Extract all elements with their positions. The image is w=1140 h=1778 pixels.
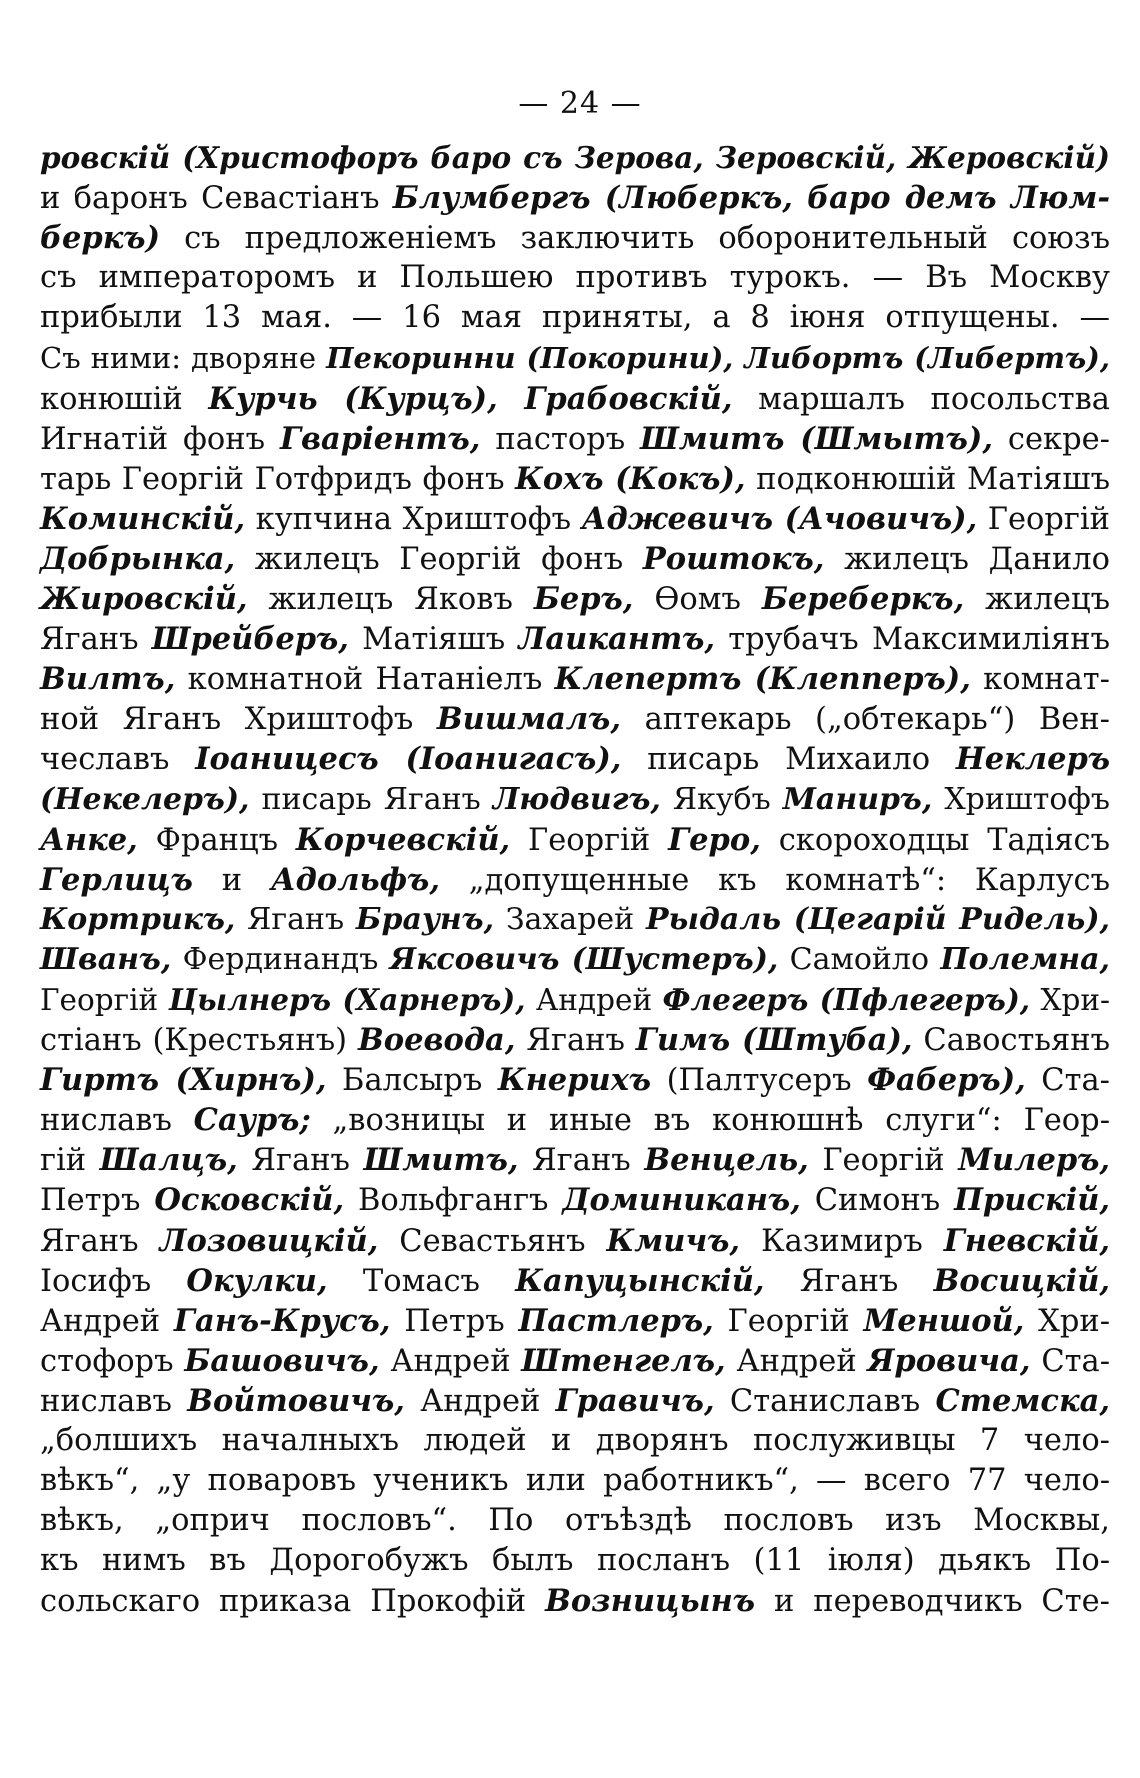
text-line — [40, 619, 1110, 659]
italic-name-span: Доминиканъ, — [562, 1182, 801, 1219]
text-line — [40, 699, 1110, 739]
text-line — [40, 1020, 1110, 1060]
text-span: писарь Михаило — [621, 742, 956, 778]
text-span: писарь Яганъ — [249, 781, 493, 817]
text-span: комнат- — [970, 662, 1110, 698]
text-span: комнатной Натаніелъ — [175, 662, 555, 698]
italic-name-span: ровскій (Христофоръ баро съ Зерова, Зеровскій, Жеровскій) — [40, 140, 1110, 175]
text-line — [40, 1060, 1110, 1100]
text-span: Съ ними: дворяне — [40, 341, 327, 376]
text-span: съ предложеніемъ заключить оборонительный союзъ — [160, 221, 1110, 257]
text-span: Георгій — [713, 1303, 864, 1339]
italic-name-span: Браунъ, — [355, 901, 495, 937]
italic-name-span: Гимъ (Штуба), — [635, 1022, 913, 1059]
text-span: подконюшій Матіяшъ — [745, 461, 1110, 497]
italic-name-span: Милеръ, — [958, 1142, 1110, 1179]
text-span: „болшихъ началныхъ людей и дворянъ послуживцы 7 чело- — [40, 1423, 1110, 1458]
text-span: стофоръ — [40, 1343, 185, 1379]
text-line — [40, 419, 1110, 459]
text-line — [40, 1221, 1110, 1261]
italic-name-span: Шрейберъ, — [151, 621, 349, 658]
text-line — [40, 258, 1110, 298]
italic-name-span: Корчевскій, — [295, 821, 511, 858]
italic-name-span: Пекоринни (Покорини), Либортъ (Либертъ), — [326, 341, 1110, 376]
text-span: Хри- — [1030, 982, 1110, 1017]
italic-name-span: Цылнеръ (Харнеръ), — [168, 981, 526, 1017]
italic-name-span: Беръ, — [533, 581, 634, 618]
text-span: Казимиръ — [740, 1223, 944, 1259]
text-span: жилецъ — [964, 582, 1110, 618]
text-line — [40, 1581, 1110, 1621]
text-line — [40, 218, 1110, 258]
text-span: Фердинандъ — [171, 941, 390, 977]
text-span: конюшій — [40, 381, 209, 417]
italic-name-span: Жировскій, — [40, 581, 248, 618]
italic-name-span: Геро, — [668, 821, 761, 858]
italic-name-span: Лаикантъ, — [518, 621, 716, 658]
italic-name-span: Воевода, — [357, 1022, 516, 1059]
text-span: стіанъ (Крестьянъ) — [40, 1023, 358, 1059]
text-line — [40, 1541, 1110, 1581]
text-span: Ста- — [1030, 1343, 1111, 1379]
italic-name-span: Курчь (Курцъ), Грабовскій, — [208, 380, 733, 417]
text-span: ной Яганъ Хриштофъ — [40, 702, 437, 738]
text-span: ниславъ — [40, 1383, 188, 1419]
text-span: Симонъ — [800, 1183, 955, 1219]
text-span: Андрей — [725, 1343, 868, 1379]
text-span: Петръ — [40, 1183, 155, 1219]
text-line — [40, 940, 1110, 980]
text-span: Георгій — [510, 822, 669, 858]
text-line — [40, 338, 1110, 378]
text-span: жилецъ Георгій фонъ — [235, 541, 643, 577]
text-line — [40, 178, 1110, 218]
text-line — [40, 1341, 1110, 1381]
text-span: (Палтусеръ — [651, 1063, 868, 1099]
text-span: аптекарь („обтекарь“) Вен- — [620, 702, 1110, 738]
text-line — [40, 739, 1110, 779]
italic-name-span: Клепертъ (Клепперъ), — [554, 661, 971, 698]
italic-name-span: Окулки, — [186, 1262, 328, 1299]
text-span: Ѳомъ — [633, 582, 762, 618]
text-span: тарь Георгій Готфридъ фонъ — [40, 461, 516, 497]
text-span: Георгій — [977, 501, 1110, 537]
italic-name-span: Шванъ, — [40, 941, 172, 977]
text-span: Георгій — [40, 982, 169, 1017]
text-span: Андрей — [404, 1383, 556, 1419]
italic-name-span: Войтовичъ, — [187, 1382, 405, 1419]
italic-name-span: Кнерихъ — [497, 1062, 652, 1099]
text-span: „возницы и иные въ конюшнѣ слуги“: Геор- — [310, 1103, 1110, 1139]
italic-name-span: Анке, — [40, 821, 138, 858]
italic-name-span: Шмитъ, — [363, 1142, 519, 1179]
text-span: Андрей — [40, 1303, 174, 1339]
text-span: Ста- — [1025, 1063, 1110, 1099]
text-span: къ нимъ въ Дорогобужъ былъ посланъ (11 іюля) дьякъ По- — [40, 1543, 1110, 1579]
italic-name-span: Гиртъ (Хирнъ), — [40, 1062, 327, 1099]
italic-name-span: Вишмалъ, — [436, 701, 621, 738]
text-line — [40, 780, 1110, 820]
text-span: Захарей — [494, 901, 646, 937]
text-span: маршалъ посольства — [732, 381, 1110, 417]
text-span: Томасъ — [327, 1263, 516, 1299]
text-span: Яганъ — [518, 1143, 645, 1179]
italic-name-span: Стемска, — [935, 1382, 1110, 1419]
italic-name-span: Яровича, — [867, 1342, 1031, 1379]
text-span: Хри- — [1024, 1303, 1110, 1339]
text-span: и — [192, 862, 271, 898]
italic-name-span: Адольфъ, — [270, 861, 440, 898]
italic-name-span: Восицкій, — [933, 1262, 1110, 1299]
text-span: прибыли 13 мая. — 16 мая приняты, а 8 іюня отпущены. — — [40, 300, 1110, 336]
text-span: Георгій — [808, 1143, 959, 1179]
text-span: Яганъ — [235, 901, 356, 937]
text-line — [40, 1421, 1110, 1461]
text-span: Іосифъ — [40, 1263, 187, 1299]
text-span: Игнатій фонъ — [40, 421, 280, 457]
text-line — [40, 379, 1110, 419]
text-span: Яганъ — [237, 1143, 364, 1179]
italic-name-span: Возницынъ — [545, 1583, 756, 1620]
italic-name-span: беркъ) — [40, 220, 161, 257]
text-line — [40, 820, 1110, 860]
text-span: Вольфгангъ — [344, 1183, 563, 1219]
text-span: Самойло — [778, 941, 941, 977]
text-span: скороходцы Тадіясъ — [760, 822, 1111, 858]
text-span: Петръ — [390, 1303, 519, 1339]
italic-name-span: Гравичъ, — [555, 1382, 715, 1419]
text-span: Балсыръ — [326, 1063, 498, 1099]
text-line — [40, 659, 1110, 699]
text-line — [40, 1261, 1110, 1301]
text-line — [40, 1381, 1110, 1421]
italic-name-span: Іоаницесъ (Іоанигасъ), — [195, 741, 622, 778]
text-span: вѣкъ“, „у поваровъ ученикъ или работникъ“, — всего 77 чело- — [40, 1463, 1110, 1499]
text-line — [40, 499, 1110, 539]
text-span: съ императоромъ и Польшею противъ турокъ. — Въ Москву — [40, 260, 1110, 296]
italic-name-span: Лозовицкій, — [159, 1222, 379, 1259]
text-line — [40, 459, 1110, 499]
italic-name-span: Шалцъ, — [99, 1142, 238, 1179]
italic-name-span: Блумбергъ (Люберкъ, баро демъ Люм- — [392, 180, 1110, 217]
text-span: Севастьянъ — [378, 1223, 607, 1259]
italic-name-span: (Некелеръ), — [40, 781, 250, 817]
text-span: Яганъ — [40, 1223, 160, 1259]
italic-name-span: Роштокъ, — [642, 540, 825, 577]
text-span: и переводчикъ Сте- — [755, 1584, 1110, 1620]
italic-name-span: Венцель, — [644, 1142, 809, 1179]
italic-name-span: Шмитъ (Шмытъ), — [640, 420, 993, 457]
italic-name-span: Штенгелъ, — [521, 1342, 726, 1379]
text-span: гій — [40, 1143, 100, 1179]
text-span: жилецъ Яковъ — [247, 582, 534, 618]
italic-name-span: Герлицъ — [40, 861, 193, 898]
italic-name-span: Гваріентъ, — [279, 420, 481, 457]
text-line — [40, 539, 1110, 579]
text-span: трубачъ Максимиліянъ — [715, 622, 1110, 658]
text-span: купчина Хриштофъ — [245, 501, 582, 537]
text-line — [40, 1501, 1110, 1541]
italic-name-span: Береберкъ, — [761, 581, 965, 618]
text-span: Яганъ — [40, 622, 152, 658]
text-line — [40, 1100, 1110, 1140]
italic-name-span: Прискій, — [954, 1182, 1110, 1219]
italic-name-span: Сауръ; — [193, 1102, 311, 1139]
italic-name-span: Капуцынскій, — [515, 1262, 765, 1299]
document-page — [40, 84, 1110, 1621]
text-line — [40, 579, 1110, 619]
italic-name-span: Пастлеръ, — [518, 1302, 714, 1339]
italic-name-span: Людвигъ, — [492, 781, 661, 817]
italic-name-span: Маниръ, — [782, 781, 933, 817]
text-line — [40, 900, 1110, 940]
text-span: Яганъ — [764, 1263, 934, 1299]
italic-name-span: Башовичъ, — [184, 1342, 380, 1379]
text-line — [40, 138, 1110, 178]
page-number: — 24 — — [518, 86, 642, 121]
text-span: сольскаго приказа Прокофій — [40, 1584, 546, 1620]
text-line — [40, 860, 1110, 900]
italic-name-span: Флегеръ (Пфлегеръ), — [662, 981, 1031, 1017]
text-body — [40, 138, 1110, 1621]
text-span: чеславъ — [40, 742, 196, 778]
text-span: Андрей — [525, 982, 663, 1017]
italic-name-span: Осковскій, — [154, 1182, 345, 1219]
italic-name-span: Гневскій, — [943, 1222, 1111, 1259]
italic-name-span: Добрынка, — [40, 540, 236, 577]
italic-name-span: Ганъ-Крусъ, — [173, 1302, 391, 1339]
text-span: жилецъ Данило — [824, 541, 1110, 577]
italic-name-span: Яксовичъ (Шустеръ), — [389, 941, 779, 977]
text-span: Савостьянъ — [912, 1023, 1110, 1059]
italic-name-span: Рыдаль (Цегарій Ридель), — [645, 901, 1110, 937]
text-line — [40, 980, 1110, 1020]
text-line — [40, 1140, 1110, 1180]
text-span: пасторъ — [480, 421, 641, 457]
text-line — [40, 1301, 1110, 1341]
text-span: Яганъ — [515, 1023, 636, 1059]
italic-name-span: Полемна, — [940, 941, 1110, 977]
italic-name-span: Фаберъ), — [867, 1062, 1026, 1099]
text-span: Францъ — [137, 822, 296, 858]
italic-name-span: Неклеръ — [955, 741, 1110, 778]
italic-name-span: Коминскій, — [40, 500, 246, 537]
italic-name-span: Меншой, — [863, 1302, 1025, 1339]
text-line — [40, 1180, 1110, 1220]
text-span: „допущенные къ комнатѣ“: Карлусъ — [439, 862, 1110, 898]
text-span: ниславъ — [40, 1103, 194, 1139]
italic-name-span: Кмичъ, — [606, 1222, 741, 1259]
text-span: Матіяшъ — [348, 622, 519, 658]
italic-name-span: Кортрикъ, — [40, 901, 236, 937]
text-line — [40, 298, 1110, 338]
text-span: вѣкъ, „оприч пословъ“. По отъѣздѣ пословъ изъ Москвы, — [40, 1503, 1110, 1539]
text-span: секре- — [992, 421, 1110, 457]
text-line — [40, 1461, 1110, 1501]
italic-name-span: Вилтъ, — [40, 661, 176, 698]
italic-name-span: Аджевичъ (Ачовичъ), — [581, 500, 978, 537]
text-span: и баронъ Севастіанъ — [40, 181, 393, 217]
italic-name-span: Кохъ (Кокъ), — [515, 460, 746, 497]
text-span: Якубъ — [660, 781, 783, 817]
text-span: Андрей — [379, 1343, 522, 1379]
text-span: Станиславъ — [714, 1383, 936, 1419]
text-span: Хриштофъ — [932, 781, 1110, 817]
